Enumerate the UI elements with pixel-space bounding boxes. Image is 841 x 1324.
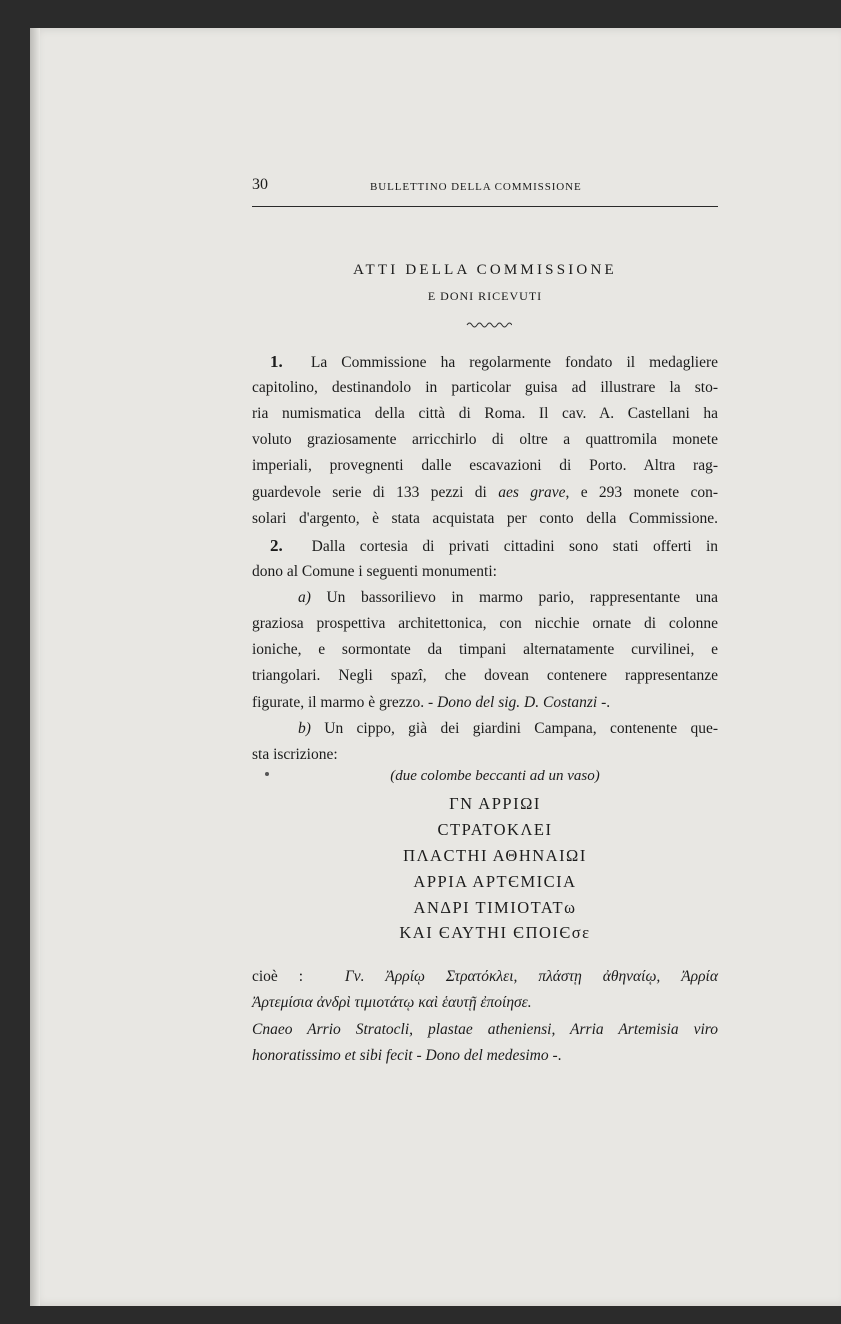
paragraph-number: 1. [270, 352, 283, 371]
running-title: BULLETTINO DELLA COMMISSIONE [370, 181, 582, 193]
transcription-greek-line [252, 968, 718, 994]
text: - [412, 1047, 426, 1064]
item-a-line [252, 694, 718, 720]
inscription-line: ΑΝΔΡΙ ΤΙΜΙΟΤΑΤω [413, 898, 577, 917]
paragraph-1-line: capitolino, destinandolo in particolar guisa ad illustrare la sto- [252, 379, 718, 396]
text: Un bassorilievo in marmo pario, rappresentante una [326, 589, 718, 606]
paragraph-1-line: solari d'argento, è stata acquistata per conto della Commissione. [252, 510, 718, 527]
transcription-greek-line: Ἀρτεμίσια ἀνδρὶ τιμιοτάτῳ καὶ ἑαυτῇ ἐποίησε. [252, 994, 532, 1011]
inscription-line: ΚΑΙ ЄΑΥΤΗΙ ЄΠΟΙЄσε [399, 923, 591, 942]
item-label: a) [298, 589, 311, 606]
inscription-line: ΠΛΑCΤΗΙ ΑΘΗΝΑΙΩΙ [403, 846, 587, 865]
latin-translation-line [252, 1047, 718, 1073]
paragraph-1-line: voluto graziosamente arricchirlo di oltre a quattromila monete [252, 431, 718, 448]
scan-border [0, 1306, 841, 1324]
paragraph-1-line: ria numismatica della città di Roma. Il cav. A. Castellani ha [252, 405, 718, 422]
inscription-note: (due colombe beccanti ad un vaso) [390, 768, 600, 784]
text: -. [548, 1047, 562, 1064]
latin-text: honoratissimo et sibi fecit [252, 1047, 413, 1064]
text: La Commissione ha regolarmente fondato il medagliere [310, 354, 718, 371]
text: Un cippo, già dei giardini Campana, contenente que- [324, 720, 719, 737]
header-rule [252, 206, 718, 207]
paragraph-1-line [252, 484, 718, 510]
paragraph-number: 2. [270, 536, 283, 555]
inscription-line: ΑΡΡΙΑ ΑΡΤЄΜΙCΙΑ [413, 872, 577, 891]
italic-term: aes grave [498, 484, 566, 501]
text: Dalla cortesia di privati cittadini sono stati offerti in [311, 538, 719, 555]
section-title: ATTI DELLA COMMISSIONE [353, 262, 617, 278]
paragraph-1-line: imperiali, provegnenti dalle escavazioni di Porto. Altra rag- [252, 457, 718, 474]
item-a-line: graziosa prospettiva architettonica, con nicchie ornate di colonne [252, 615, 718, 632]
donor-credit: Dono del sig. D. Costanzi [437, 694, 598, 711]
text: guardevole serie di 133 pezzi di [252, 484, 487, 501]
page-number: 30 [252, 176, 268, 193]
transcription-prefix: cioè : [252, 968, 304, 985]
latin-translation-line: Cnaeo Arrio Stratocli, plastae atheniensi, Arria Artemisia viro [252, 1021, 718, 1038]
text: , e 293 monete con- [565, 484, 719, 501]
paragraph-2-line [270, 536, 718, 562]
paragraph-2-line: dono al Comune i seguenti monumenti: [252, 563, 497, 580]
item-a-line [298, 589, 718, 615]
text: -. [597, 694, 611, 711]
page-header [252, 176, 718, 198]
item-label: b) [298, 720, 311, 737]
paragraph-1-line [270, 352, 718, 378]
item-a-line: ioniche, e sormontate da timpani alternatamente curvilinei, e [252, 641, 718, 658]
item-b-line: sta iscrizione: [252, 746, 338, 763]
inscription-line: CΤΡΑΤΟΚΛΕΙ [437, 820, 553, 839]
section-subtitle: E DONI RICEVUTI [427, 289, 543, 303]
text: figurate, il marmo è grezzo. - [252, 694, 434, 711]
inscription-line: ΓΝ ΑΡΡΙΩΙ [449, 794, 541, 813]
donor-credit: Dono del medesimo [425, 1047, 549, 1064]
item-a-line: triangolari. Negli spazî, che dovean contenere rappresentanze [252, 667, 718, 684]
wavy-ornament [466, 320, 512, 330]
item-b-line [298, 720, 718, 746]
page-gutter-shadow [30, 28, 40, 1306]
greek-text: Γν. Ἀρρίῳ Στρατόκλει, πλάστῃ ἀθηναίῳ, Ἀρρία [344, 968, 719, 985]
